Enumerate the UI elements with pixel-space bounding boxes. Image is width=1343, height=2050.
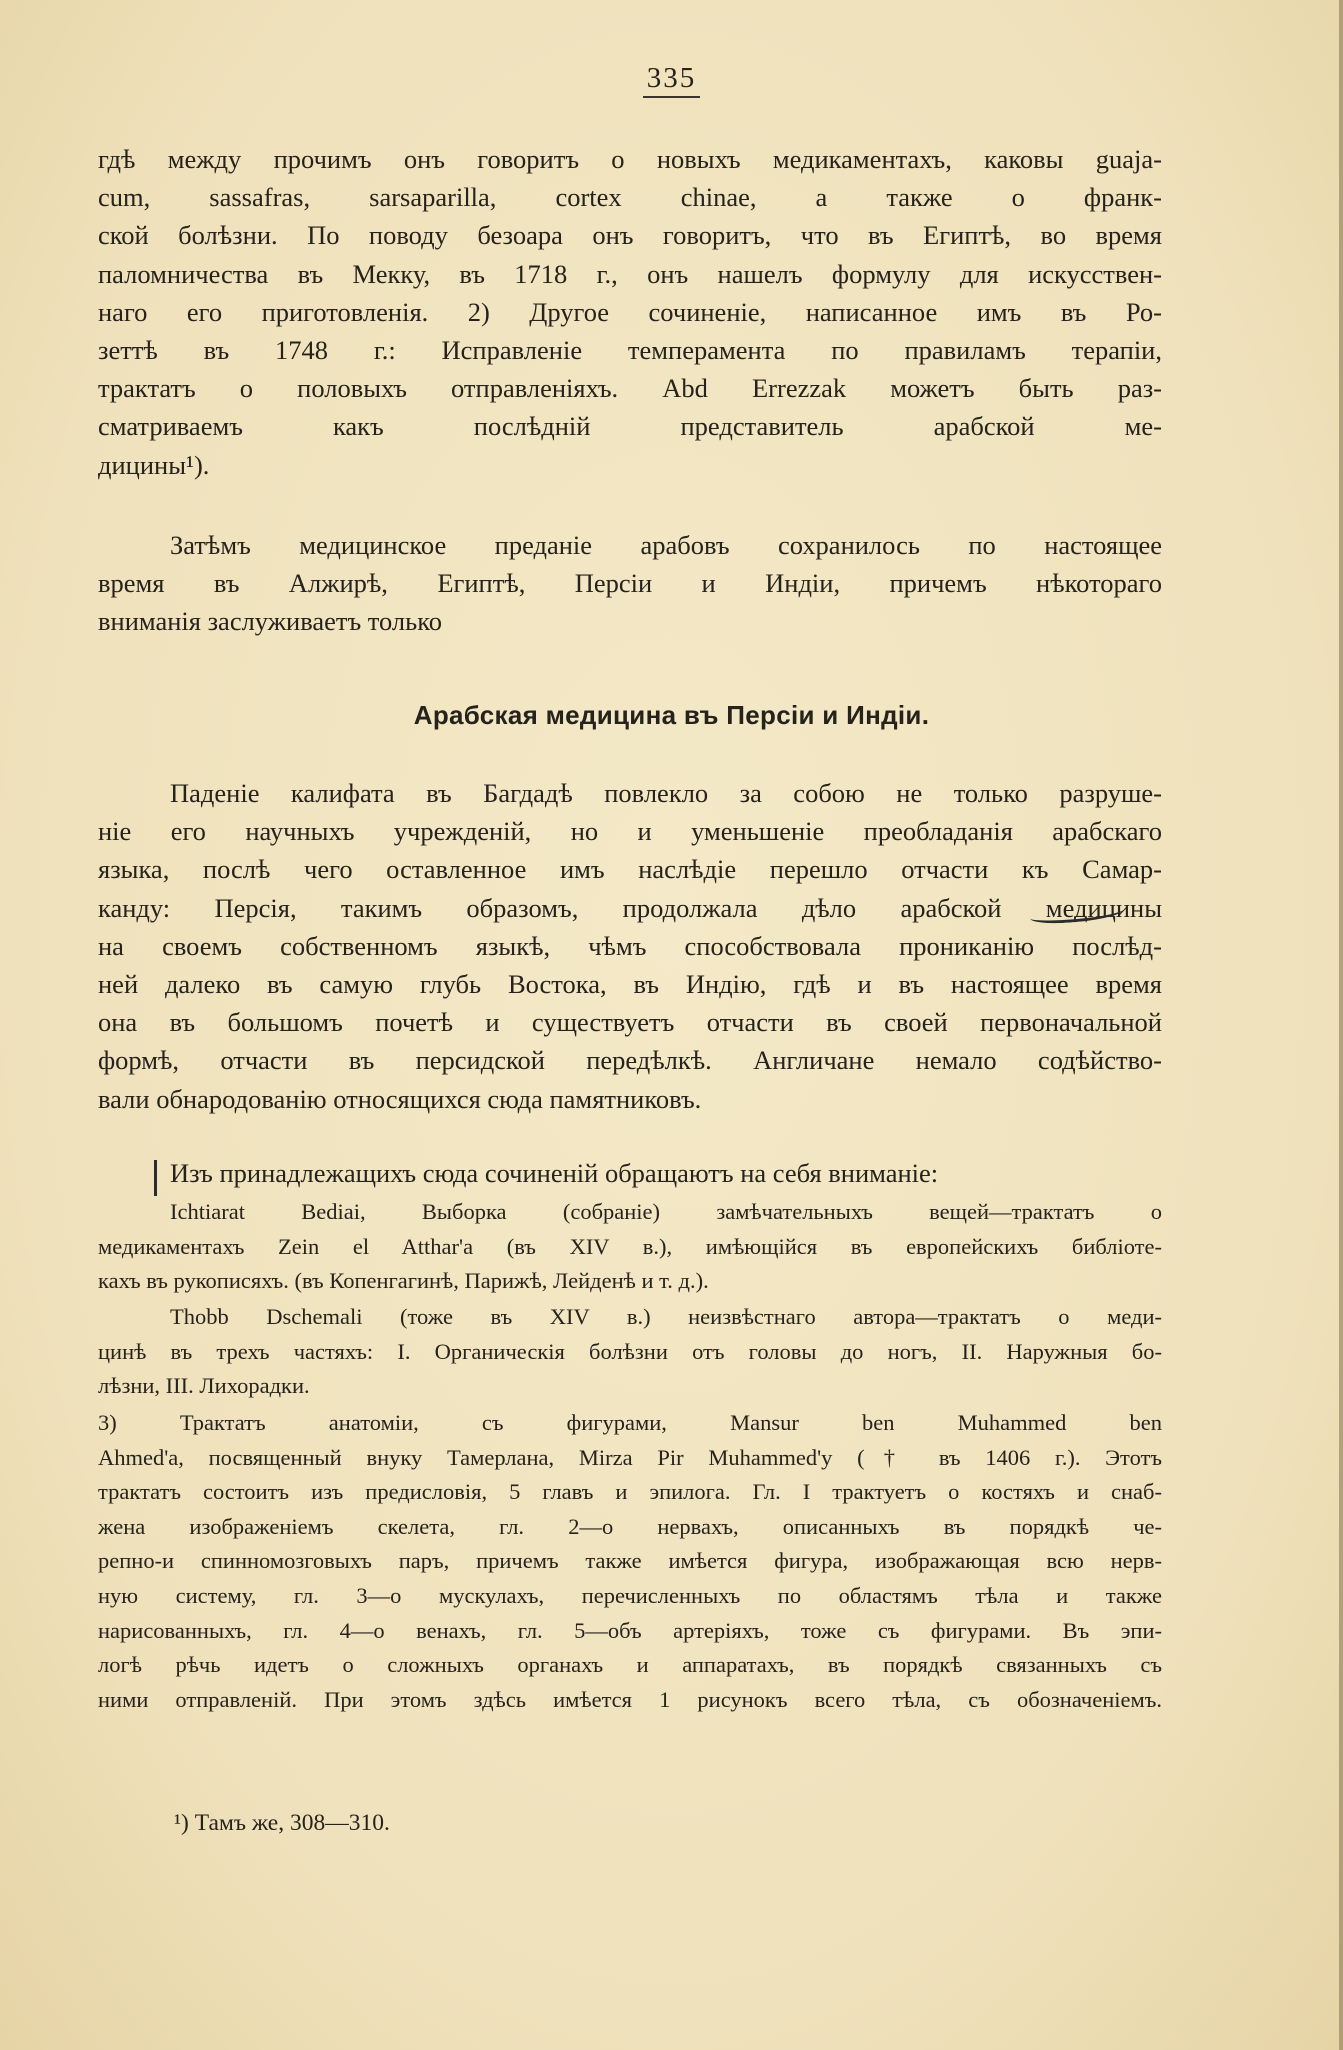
text-line: жена изображеніемъ скелета, гл. 2—о нервахъ, описанныхъ въ порядкѣ че-: [98, 1513, 1162, 1539]
text-line: ней далеко въ самую глубь Востока, въ Индію, гдѣ и въ настоящее время: [98, 968, 1162, 999]
text-line: трактатъ состоитъ изъ предисловія, 5 главъ и эпилога. Гл. I трактуетъ о костяхъ и снаб-: [98, 1479, 1162, 1505]
text-line: ную систему, гл. 3—о мускулахъ, перечисленныхъ по областямъ тѣла и также: [98, 1582, 1162, 1608]
paragraph-fall-of-caliphate: [98, 774, 1162, 1118]
text-line: логѣ рѣчь идетъ о сложныхъ органахъ и аппаратахъ, въ порядкѣ связанныхъ съ: [98, 1652, 1162, 1678]
text-line: цинѣ въ трехъ частяхъ: I. Органическія болѣзни отъ головы до ногъ, II. Наружныя бо-: [98, 1338, 1162, 1364]
text-line: паломничества въ Мекку, въ 1718 г., онъ нашелъ формулу для искусствен-: [98, 258, 1162, 289]
text-line: Ichtiarat Bediai, Выборка (собраніе) замѣчательныхъ вещей—трактатъ о: [170, 1199, 1162, 1224]
paragraph-tradition: [98, 526, 1162, 641]
paragraph-ichtiarat-bediai: [98, 1195, 1162, 1299]
text-line: медикаментахъ Zein el Atthar'а (въ XIV в.), имѣющійся въ европейскихъ библіоте-: [98, 1233, 1162, 1259]
text-line: зеттѣ въ 1748 г.: Исправленіе темперамента по правиламъ терапіи,: [98, 334, 1162, 365]
text-line: сматриваемъ какъ послѣдній представитель арабской ме-: [98, 411, 1162, 442]
text-line: наго его приготовленія. 2) Другое сочиненіе, написанное имъ въ Ро-: [98, 296, 1162, 327]
text-line: формѣ, отчасти въ персидской передѣлкѣ. Англичане немало содѣйство-: [98, 1045, 1162, 1076]
text-line: ніе его научныхъ учрежденій, но и уменьшеніе преобладанія арабскаго: [98, 816, 1162, 847]
pen-margin-mark: [154, 1160, 165, 1196]
text-line: Паденіе калифата въ Багдадѣ повлекло за собою не только разруше-: [170, 778, 1162, 808]
text-line: 3) Трактатъ анатоміи, съ фигурами, Mansur ben Muhammed ben: [98, 1410, 1162, 1435]
text-line: дицины¹).: [98, 449, 210, 480]
text-line: Затѣмъ медицинское преданіе арабовъ сохранилось по настоящее: [170, 530, 1162, 560]
text-line: cum, sassafras, sarsaparilla, cortex chinae, а также о франк-: [98, 182, 1162, 213]
text-line: кахъ въ рукописяхъ. (въ Копенгагинѣ, Парижѣ, Лейденѣ и т. д.).: [98, 1268, 709, 1294]
text-line: языка, послѣ чего оставленное имъ наслѣдіе перешло отчасти къ Самар-: [98, 854, 1162, 885]
text-line: Ahmed'а, посвященный внуку Тамерлана, Mirza Pir Muhammed'у († въ 1406 г.). Этотъ: [98, 1444, 1162, 1470]
paragraph-anatomy-treatise: [98, 1406, 1162, 1717]
text-line: она въ большомъ почетѣ и существуетъ отчасти въ своей первоначальной: [98, 1007, 1162, 1038]
text-line: вниманія заслуживаетъ только: [98, 606, 443, 637]
text-line: нарисованныхъ, гл. 4—о венахъ, гл. 5—объ артеріяхъ, тоже съ фигурами. Въ эпи-: [98, 1617, 1162, 1643]
text-line: репно-и спинномозговыхъ паръ, причемъ также имѣется фигура, изображающая всю нерв-: [98, 1548, 1162, 1574]
text-line: на своемъ собственномъ языкѣ, чѣмъ способствовала проникaнію послѣд-: [98, 930, 1162, 961]
page-number: 335: [0, 62, 1343, 95]
section-heading: Арабская медицина въ Персіи и Индіи.: [413, 700, 930, 730]
text-line: ними отправленій. При этомъ здѣсь имѣется 1 рисунокъ всего тѣла, съ обозначеніемъ.: [98, 1686, 1162, 1712]
text-line: канду: Персія, такимъ образомъ, продолжала дѣло арабской медицины: [98, 892, 1162, 923]
text-line: трактатъ о половыхъ отправленіяхъ. Abd Errezzak можетъ быть раз-: [98, 373, 1162, 404]
paragraph-works-intro: [98, 1154, 1162, 1192]
paragraph-abd-errezzak: [98, 140, 1162, 484]
text-line: время въ Алжирѣ, Египтѣ, Персіи и Индіи, причемъ нѣкотораго: [98, 568, 1162, 599]
text-line: Изъ принадлежащихъ сюда сочиненій обращаютъ на себя вниманіе:: [170, 1158, 939, 1188]
text-line: ской болѣзни. По поводу безоара онъ говоритъ, что въ Египтѣ, во время: [98, 220, 1162, 251]
paragraph-thobb-dschemali: [98, 1300, 1162, 1404]
footnote: ¹) Тамъ же, 308—310.: [174, 1810, 390, 1836]
page-edge: [1339, 0, 1343, 2050]
text-line: лѣзни, III. Лихорадки.: [98, 1373, 310, 1399]
text-line: Thobb Dschemali (тоже въ XIV в.) неизвѣстнаго автора—трактатъ о меди-: [170, 1304, 1162, 1329]
text-line: гдѣ между прочимъ онъ говоритъ о новыхъ медикаментахъ, каковы guaja-: [98, 144, 1162, 174]
text-line: вали обнародованію относящихся сюда памятниковъ.: [98, 1083, 702, 1114]
